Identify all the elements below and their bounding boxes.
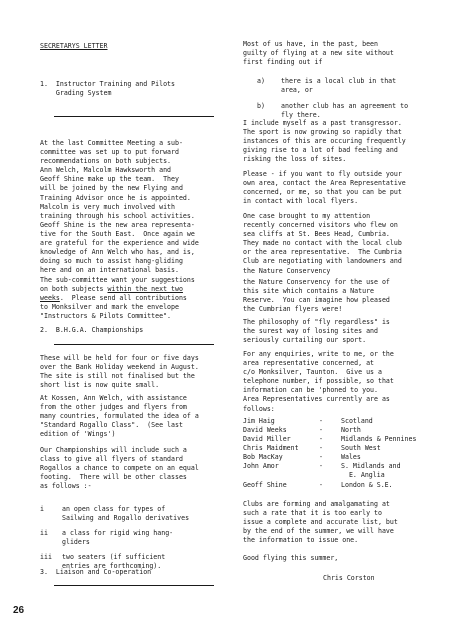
list-item-number: a) [257, 77, 265, 86]
list-item-text: another club has an agreement to fly there. [281, 102, 409, 120]
section1-rule [54, 116, 214, 117]
rep-name: Jim Haig [243, 417, 275, 425]
right-paragraph1: Most of us have, in the past, been guilty of flying at a new site without first finding out if [243, 40, 394, 67]
letter-heading: SECRETARYS LETTER [40, 42, 108, 50]
rep-name: John Amor [243, 462, 279, 470]
rep-dash: - [319, 453, 323, 461]
right-paragraph4: One case brought to my attention recently concerned visitors who flew on sea cliffs at St. Bees Head, Cumbria. They made no contact with the local club or the area representative. The Cumbria Club are negotiating with landowners and the Nature Conservency [243, 212, 402, 275]
rep-dash: - [319, 426, 323, 434]
reps-table [243, 417, 417, 499]
signature: Chris Corston [323, 574, 375, 582]
right-paragraph5: the Nature Conservency for the use of this site which contains a Nature Reserve. You can imagine how pleased the Cumbrian flyers were! [243, 278, 390, 314]
rep-dash: - [319, 435, 323, 443]
rep-area: London & S.E. [341, 481, 393, 489]
section2-paragraph3: Our Championships will include such a class to give all flyers of standard Rogallos a chance to compete on an equal footing. There will be other classes as follows :- [40, 446, 199, 491]
page-number: 26 [13, 605, 25, 616]
right-paragraph9: Good flying this summer, [243, 554, 339, 562]
rep-dash: - [319, 481, 323, 489]
right-paragraph3: Please - if you want to fly outside your own area, contact the Area Representative concerned, or me, so that you can be put in contact with local flyers. [243, 170, 406, 206]
right-paragraph7: For any enquiries, write to me, or the area representative concerned, at c/o Monksilver, Taunton. Give us a telephone number, if possible, so that information can be 'phoned to you. Area Representatives currently are as follows: [243, 350, 394, 413]
list-item-text: a class for rigid wing hang- gliders [62, 529, 174, 547]
rep-area: North [341, 426, 361, 434]
right-paragraph6: The philosophy of "fly regardless" is the surest way of losing sites and seriously curtailing our sport. [243, 318, 390, 345]
section3-title: 3. Liaison and Co-operation [40, 568, 152, 576]
section1-p2-underline2: weeks [40, 294, 60, 303]
section1-p2-text-b: . Please send all contributions to Monksilver and mark the envelope "Instructors & Pilots Committee". [40, 294, 187, 321]
list-item-number: i [40, 505, 44, 514]
list-item-number: ii [40, 529, 48, 538]
section2-paragraph2: At Kossen, Ann Welch, with assistance from the other judges and flyers from many countries, formulated the idea of a "Standard Rogallo Class". (See last edition of 'Wings') [40, 394, 199, 439]
section3-rule [54, 585, 214, 586]
rep-name: Geoff Shine [243, 481, 287, 489]
rep-dash: - [319, 444, 323, 452]
list-item-text: there is a local club in that area, or [281, 77, 397, 95]
rep-name: David Weeks [243, 426, 287, 434]
rep-name: Bob MacKay [243, 453, 283, 461]
section1-p2-text-a: The sub-committee want your suggestions on both subjects [40, 276, 195, 294]
list-item-text: two seaters (if sufficient entries are forthcoming). [62, 553, 166, 571]
rep-name: Chris Maidment [243, 444, 299, 452]
list-item-number: b) [257, 102, 265, 111]
right-paragraph8: Clubs are forming and amalgamating at such a rate that it is too early to issue a complete and accurate list, but by the end of the summer, we will have the information to issue one. [243, 500, 398, 545]
list-item [243, 93, 409, 120]
section1-paragraph2 [40, 276, 195, 321]
section2-paragraph1: These will be held for four or five days over the Bank Holiday weekend in August. The site is still not finalised but the short list is now quite small. [40, 354, 199, 390]
rep-area: Scotland [341, 417, 373, 425]
rep-dash: - [319, 462, 323, 470]
section1-title: 1. Instructor Training and Pilots Grading System [40, 80, 175, 98]
list-item-number: iii [40, 553, 52, 562]
section2-title: 2. B.H.G.A. Championships [40, 326, 144, 334]
rep-dash: - [319, 417, 323, 425]
list-item [243, 68, 397, 95]
section2-rule [54, 344, 214, 345]
section1-paragraph1: At the last Committee Meeting a sub- committee was set up to put forward recommendations on both subjects. Ann Welch, Malcolm Hawksworth and Geoff Shine make up the team. They will be joined by the new Flying and Training Advisor once he is appointed. Malcolm is very much involved with training through his school activities. Geoff Shine is the new area representa- tive for the South East. Once again we are grateful for the experience and wide knowledge of Ann Welch who has, and is, doing so much to assist hang-gliding here and on an international basis. [40, 139, 199, 275]
rep-area: South West [341, 444, 381, 452]
section1-p2-underline1: within the next two [107, 285, 183, 294]
rep-name: David Miller [243, 435, 291, 443]
right-paragraph2: I include myself as a past transgressor. The sport is now growing so rapidly that instances of this are occuring frequently giving rise to a lot of bad feeling and risking the loss of sites. [243, 119, 406, 164]
rep-area: Midlands & Pennines [341, 435, 417, 443]
rep-area: S. Midlands and E. Anglia [341, 462, 401, 480]
rep-area: Wales [341, 453, 361, 461]
list-item-text: an open class for types of Sailwing and Rogallo derivatives [62, 505, 190, 523]
